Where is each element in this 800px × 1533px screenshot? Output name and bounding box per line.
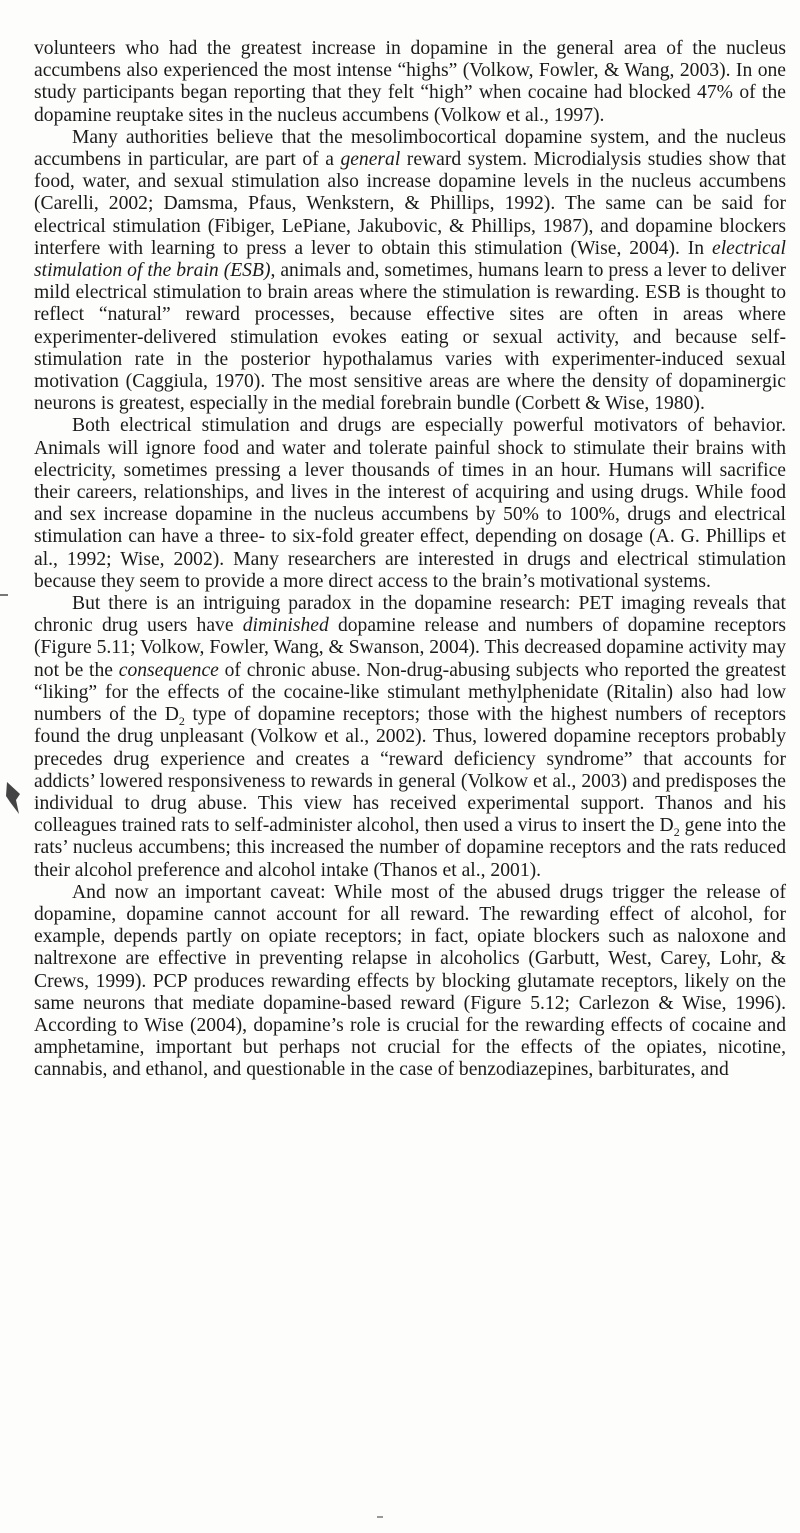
- text-run: , animals and, sometimes, humans learn to press a lever to deliver mild electrical stimulation to brain areas where the stimulation is rewarding. ESB is thought to reflect “natural” reward processes, because effective sites are often in areas where experimenter-delivered stimulation evokes eating or sexual activity, and because self-stimulation rate in the posterior hypothalamus varies with experimenter-induced sexual motivation (Caggiula, 1970). The most sensitive areas are where the density of dopaminergic neurons is greatest, especially in the medial forebrain bundle (Corbett & Wise, 1980).: [34, 260, 786, 415]
- text-run: type of dopamine receptors; those with the highest numbers of receptors found the drug unpleasant (Volkow et al., 2002). Thus, lowered dopamine receptors probably precedes drug experience and creates a “reward deficiency syndrome” that accounts for addicts’ lowered responsiveness to rewards in general (Volkow et al., 2003) and predisposes the individual to drug abuse. This view has received experimental support. Thanos and his colleagues trained rats to self-administer alcohol, then used a virus to insert the D: [34, 704, 786, 837]
- text-run: gene into the rats’ nucleus accumbens; this increased the number of dopamine receptors and the rats reduced their alcohol preference and alcohol intake (Thanos et al., 2001).: [34, 815, 786, 881]
- text-run: And now an important caveat: While most of the abused drugs trigger the release of dopamine, dopamine cannot account for all reward. The rewarding effect of alcohol, for example, depends partly on opiate receptors; in fact, opiate blockers such as naloxone and naltrexone are effective in preventing relapse in alcoholics (Garbutt, West, Carey, Lohr, & Crews, 1999). PCP produces rewarding effects by blocking glutamate receptors, likely on the same neurons that mediate dopamine-based reward (Figure 5.12; Carlezon & Wise, 1996). According to Wise (2004), dopamine’s role is crucial for the rewarding effects of cocaine and amphetamine, important but perhaps not crucial for the effects of the opiates, nicotine, cannabis, and ethanol, and questionable in the case of benzodiazepines, barbiturates, and: [34, 881, 786, 1081]
- subscript: 2: [178, 714, 185, 728]
- body-text: [34, 38, 786, 1082]
- italic-term: general: [340, 149, 401, 171]
- paragraph-2: [34, 127, 786, 416]
- text-run: But there is an intriguing paradox in the dopamine research: PET imaging reveals that chronic drug users have: [34, 593, 786, 637]
- paragraph-4: [34, 593, 786, 882]
- text-run: of chronic abuse. Non-drug-abusing subjects who reported the greatest “liking” for the effects of the cocaine-like stimulant methylphenidate (Ritalin) also had low numbers of the D: [34, 659, 786, 726]
- text-run: reward system. Microdialysis studies show that food, water, and sexual stimulation also increase dopamine levels in the nucleus accumbens (Carelli, 2002; Damsma, Pfaus, Wenkstern, & Phillips, 1992). The same can be said for electrical stimulation (Fibiger, LePiane, Jakubovic, & Phillips, 1987), and dopamine blockers interfere with learning to press a lever to obtain this stimulation (Wise, 2004). In: [34, 149, 787, 259]
- text-run: Both electrical stimulation and drugs are especially powerful motivators of behavior. Animals will ignore food and water and tolerate painful shock to stimulate their brains with electricity, sometimes pressing a lever thousands of times in an hour. Humans will sacrifice their careers, relationships, and lives in the interest of acquiring and using drugs. While food and sex increase dopamine in the nucleus accumbens by 50% to 100%, drugs and electrical stimulation can have a three- to six-fold greater effect, depending on dosage (A. G. Phillips et al., 1992; Wise, 2002). Many researchers are interested in drugs and electrical stimulation because they seem to provide a more direct access to the brain’s motivational systems.: [34, 415, 786, 592]
- italic-term: diminished: [242, 615, 329, 637]
- italic-term: electrical stimulation of the brain (ESB): [34, 237, 786, 282]
- text-run: Many authorities believe that the mesolimbocortical dopamine system, and the nucleus accumbens in particular, are part of a: [34, 126, 786, 171]
- paragraph-5: [34, 882, 786, 1082]
- subscript: 2: [673, 825, 680, 840]
- margin-dash-mark: [0, 594, 8, 596]
- text-run: dopamine release and numbers of dopamine receptors (Figure 5.11; Volkow, Fowler, Wang, & Swanson, 2004). This decreased dopamine activity may not be the: [34, 615, 786, 681]
- paragraph-1: [34, 38, 786, 127]
- paragraph-3: [34, 415, 786, 593]
- scan-speck: [377, 1516, 383, 1518]
- text-run: volunteers who had the greatest increase in dopamine in the general area of the nucleus accumbens also experienced the most intense “highs” (Volkow, Fowler, & Wang, 2003). In one study participants began reporting that they felt “high” when cocaine had blocked 47% of the dopamine reuptake sites in the nucleus accumbens (Volkow et al., 1997).: [34, 38, 786, 126]
- margin-arrow-mark-icon: [4, 778, 24, 818]
- italic-term: consequence: [118, 659, 219, 681]
